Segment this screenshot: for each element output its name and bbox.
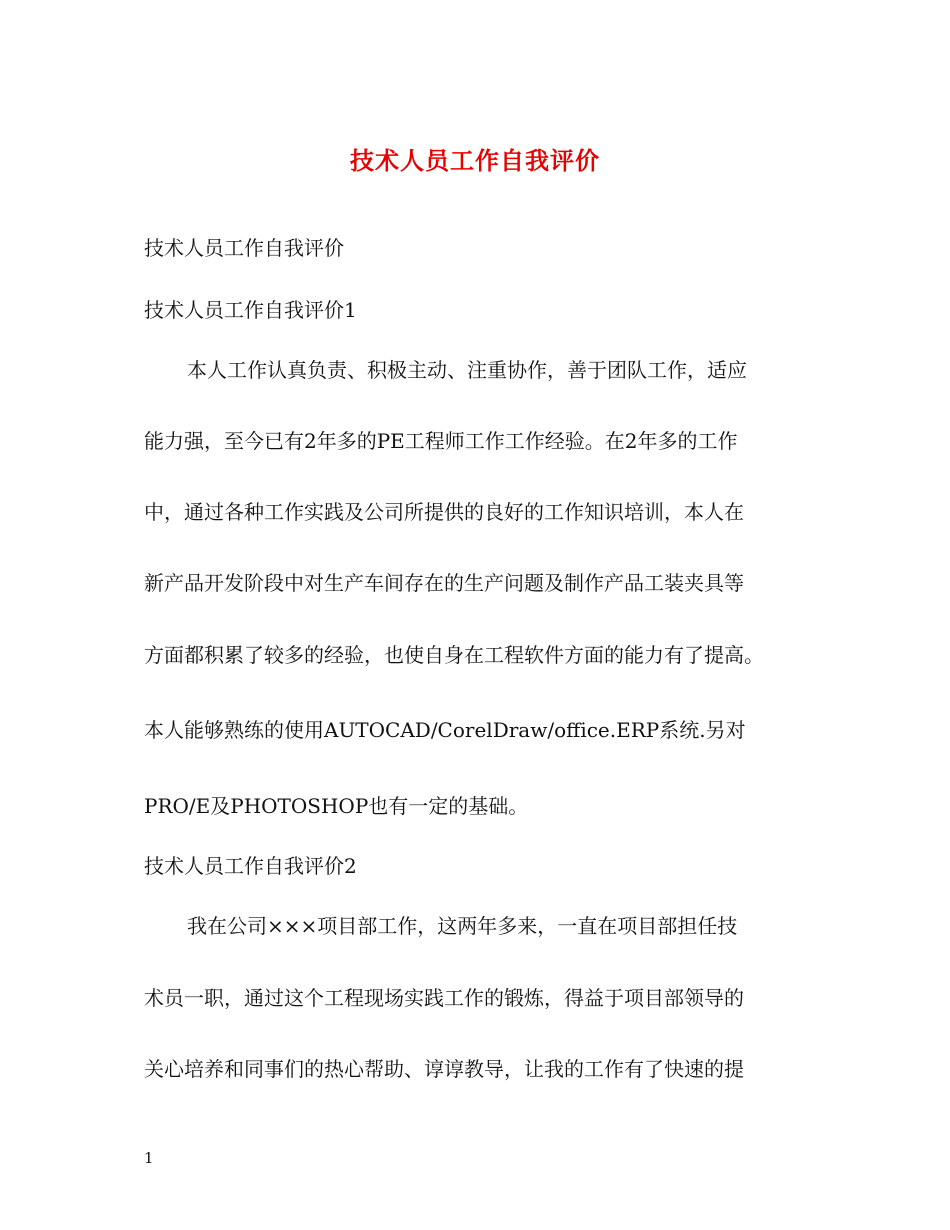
- paragraph-line: 新产品开发阶段中对生产车间存在的生产问题及制作产品工装夹具等: [144, 571, 744, 595]
- section-heading-1: 技术人员工作自我评价1: [144, 298, 357, 322]
- page-number: 1: [144, 1149, 154, 1167]
- paragraph-line: 我在公司×××项目部工作，这两年多来，一直在项目部担任技: [187, 914, 738, 938]
- paragraph-line: 中，通过各种工作实践及公司所提供的良好的工作知识培训，本人在: [144, 500, 744, 524]
- main-heading: 技术人员工作自我评价: [144, 236, 344, 260]
- paragraph-line: 能力强，至今已有2年多的PE工程师工作工作经验。在2年多的工作: [144, 429, 738, 453]
- paragraph-line: PRO/E及PHOTOSHOP也有一定的基础。: [144, 794, 529, 818]
- paragraph-line: 方面都积累了较多的经验，也使自身在工程软件方面的能力有了提高。: [144, 643, 764, 667]
- document-title: 技术人员工作自我评价: [350, 146, 600, 175]
- paragraph-line: 术员一职，通过这个工程现场实践工作的锻炼，得益于项目部领导的: [144, 986, 744, 1010]
- paragraph-line: 本人工作认真负责、积极主动、注重协作，善于团队工作，适应: [187, 358, 747, 382]
- section-heading-2: 技术人员工作自我评价2: [144, 854, 357, 878]
- paragraph-line: 关心培养和同事们的热心帮助、谆谆教导，让我的工作有了快速的提: [144, 1057, 744, 1081]
- paragraph-line: 本人能够熟练的使用AUTOCAD/CorelDraw/office.ERP系统.另对: [144, 718, 746, 742]
